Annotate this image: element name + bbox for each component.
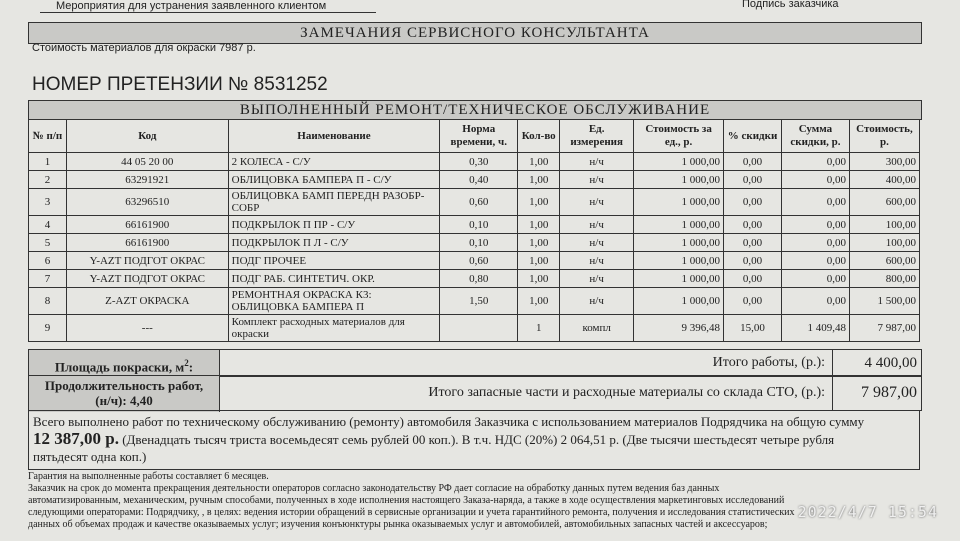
cell-name: Комплект расходных материалов для окраски: [228, 315, 440, 342]
cell-unit: н/ч: [560, 171, 634, 189]
cell-name: ПОДКРЫЛОК П Л - С/У: [228, 234, 440, 252]
grand-total-block: [28, 410, 920, 470]
cell-norm: 0,40: [440, 171, 518, 189]
cell-name: ПОДГ ПРОЧЕЕ: [228, 252, 440, 270]
column-header: Сумма скидки, р.: [782, 120, 850, 153]
cell-cost: 1 500,00: [849, 288, 919, 315]
duration-label: Продолжительность работ, (н/ч): 4,40: [29, 376, 220, 412]
cell-name: ОБЛИЦОВКА БАМП ПЕРЕДН РАЗОБР-СОБР: [228, 189, 440, 216]
cell-cost: 7 987,00: [849, 315, 919, 342]
fine-line: Гарантия на выполненные работы составляет 6 месяцев.: [28, 471, 269, 482]
cell-name: ПОДКРЫЛОК П ПР - С/У: [228, 216, 440, 234]
cell-disc-sum: 0,00: [782, 234, 850, 252]
cell-disc-sum: 0,00: [782, 216, 850, 234]
fine-line: Заказчик на срок до момента прекращения деятельности операторов согласно законодательству РФ дает согласие на обработку данных путем ведения баз данных: [28, 483, 720, 494]
table-row: [29, 288, 920, 315]
cell-disc-sum: 0,00: [782, 252, 850, 270]
column-header: Норма времени, ч.: [440, 120, 518, 153]
cell-qty: 1,00: [518, 153, 560, 171]
cell-price: 1 000,00: [634, 189, 724, 216]
table-row: [29, 315, 920, 342]
cell-price: 1 000,00: [634, 270, 724, 288]
cell-disc-sum: 0,00: [782, 171, 850, 189]
photo-timestamp: 2022/4/7 15:54: [797, 503, 938, 521]
cell-disc-sum: 1 409,48: [782, 315, 850, 342]
cell-disc: 0,00: [724, 216, 782, 234]
cell-disc: 0,00: [724, 189, 782, 216]
works-header: ВЫПОЛНЕННЫЙ РЕМОНТ/ТЕХНИЧЕСКОЕ ОБСЛУЖИВАНИЕ: [28, 100, 922, 120]
cell-n: 7: [29, 270, 67, 288]
cell-unit: н/ч: [560, 153, 634, 171]
works-total-label: Итого работы, (р.):: [712, 355, 825, 370]
table-row: [29, 270, 920, 288]
cell-norm: 0,10: [440, 234, 518, 252]
cell-disc: 0,00: [724, 288, 782, 315]
cell-unit: н/ч: [560, 216, 634, 234]
cell-qty: 1,00: [518, 288, 560, 315]
fine-line: данных об объемах продаж и качестве оказываемых услуг; изучения конъюнктуры рынка оказываемых услуг и автомобилей, автомобильных запасных частей и аксессуаров;: [28, 519, 768, 530]
cell-disc: 15,00: [724, 315, 782, 342]
cell-price: 9 396,48: [634, 315, 724, 342]
cell-disc: 0,00: [724, 270, 782, 288]
table-row: [29, 216, 920, 234]
parts-total-label: Итого запасные части и расходные материалы со склада СТО, (р.):: [428, 385, 825, 400]
cell-norm: 0,10: [440, 216, 518, 234]
cell-qty: 1,00: [518, 270, 560, 288]
cell-price: 1 000,00: [634, 171, 724, 189]
cell-norm: 0,30: [440, 153, 518, 171]
cell-qty: 1,00: [518, 216, 560, 234]
customer-signature-label: Подпись заказчика: [742, 0, 839, 10]
table-row: [29, 171, 920, 189]
cell-unit: н/ч: [560, 288, 634, 315]
column-header: Ед. измерения: [560, 120, 634, 153]
cell-name: ОБЛИЦОВКА БАМПЕРА П - С/У: [228, 171, 440, 189]
cell-disc: 0,00: [724, 153, 782, 171]
cell-price: 1 000,00: [634, 153, 724, 171]
cell-price: 1 000,00: [634, 288, 724, 315]
column-header: Наименование: [228, 120, 440, 153]
cell-n: 9: [29, 315, 67, 342]
total-text-2: (Двенадцать тысяч триста восемьдесят семь рублей 00 коп.). В т.ч. НДС (20%) 2 064,51 р. (Две тысячи шестьдесят четыре рубля: [118, 432, 835, 447]
cell-name: 2 КОЛЕСА - С/У: [228, 153, 440, 171]
column-header: № п/п: [29, 120, 67, 153]
cell-disc: 0,00: [724, 234, 782, 252]
table-row: [29, 189, 920, 216]
cell-disc-sum: 0,00: [782, 189, 850, 216]
remarks-header: ЗАМЕЧАНИЯ СЕРВИСНОГО КОНСУЛЬТАНТА: [28, 22, 922, 44]
top-strip: [0, 0, 960, 18]
cell-cost: 100,00: [849, 216, 919, 234]
cell-n: 2: [29, 171, 67, 189]
summary-row-duration: [28, 375, 922, 411]
cell-qty: 1,00: [518, 252, 560, 270]
table-row: [29, 234, 920, 252]
cell-n: 5: [29, 234, 67, 252]
summary-row-area: [28, 349, 922, 377]
cell-unit: н/ч: [560, 234, 634, 252]
cell-cost: 600,00: [849, 252, 919, 270]
column-header: Кол-во: [518, 120, 560, 153]
cell-n: 4: [29, 216, 67, 234]
cell-norm: [440, 315, 518, 342]
fine-line: следующими операторами: Подрядчику, , в целях: ведения истории обращений в сервисные организации и учета гарантийного ремонта, получения и исследования статистических: [28, 507, 795, 518]
cell-norm: 0,60: [440, 252, 518, 270]
cell-cost: 300,00: [849, 153, 919, 171]
cell-unit: н/ч: [560, 252, 634, 270]
cell-unit: н/ч: [560, 270, 634, 288]
cell-n: 8: [29, 288, 67, 315]
table-row: [29, 153, 920, 171]
cell-name: РЕМОНТНАЯ ОКРАСКА К3: ОБЛИЦОВКА БАМПЕРА П: [228, 288, 440, 315]
cell-code: 66161900: [66, 234, 228, 252]
cell-n: 6: [29, 252, 67, 270]
cell-disc: 0,00: [724, 171, 782, 189]
remarks-note: Стоимость материалов для окраски 7987 р.: [32, 42, 256, 54]
table-header-row: [29, 120, 920, 153]
fine-print: [28, 471, 920, 531]
cell-n: 1: [29, 153, 67, 171]
cell-name: ПОДГ РАБ. СИНТЕТИЧ. ОКР.: [228, 270, 440, 288]
cell-qty: 1,00: [518, 171, 560, 189]
parts-total-value: 7 987,00: [832, 376, 921, 410]
cell-code: Z-AZT ОКРАСКА: [66, 288, 228, 315]
cell-code: Y-AZT ПОДГОТ ОКРАС: [66, 252, 228, 270]
cell-code: 66161900: [66, 216, 228, 234]
cell-qty: 1,00: [518, 189, 560, 216]
cell-disc-sum: 0,00: [782, 270, 850, 288]
column-header: Код: [66, 120, 228, 153]
cell-norm: 1,50: [440, 288, 518, 315]
cell-price: 1 000,00: [634, 216, 724, 234]
claim-number: НОМЕР ПРЕТЕНЗИИ № 8531252: [32, 74, 328, 95]
total-text-1: Всего выполнено работ по техническому обслуживанию (ремонту) автомобиля Заказчика с использованием материалов Подрядчика на общую сумму: [33, 414, 865, 429]
cell-code: ---: [66, 315, 228, 342]
cell-n: 3: [29, 189, 67, 216]
cell-code: Y-AZT ПОДГОТ ОКРАС: [66, 270, 228, 288]
cell-code: 44 05 20 00: [66, 153, 228, 171]
cell-code: 63296510: [66, 189, 228, 216]
cell-code: 63291921: [66, 171, 228, 189]
total-text-3: пятьдесят одна коп.): [33, 449, 147, 464]
cell-cost: 400,00: [849, 171, 919, 189]
paint-area-label: Площадь покраски, $м^2$:: [29, 350, 220, 376]
cell-price: 1 000,00: [634, 234, 724, 252]
column-header: Стоимость за ед., р.: [634, 120, 724, 153]
fine-line: автоматизированным, механическим, ручным способами, полученных в ходе исполнения настоящего Заказа-наряда, а также в ходе осуществления маркетинговых исследований: [28, 495, 785, 506]
column-header: % скидки: [724, 120, 782, 153]
cell-disc-sum: 0,00: [782, 288, 850, 315]
client-measures-label: Мероприятия для устранения заявленного клиентом: [40, 0, 376, 13]
cell-cost: 100,00: [849, 234, 919, 252]
works-total-value: 4 400,00: [832, 350, 921, 376]
table-row: [29, 252, 920, 270]
cell-disc-sum: 0,00: [782, 153, 850, 171]
cell-norm: 0,80: [440, 270, 518, 288]
cell-cost: 800,00: [849, 270, 919, 288]
works-table: [28, 119, 920, 342]
cell-unit: н/ч: [560, 189, 634, 216]
cell-disc: 0,00: [724, 252, 782, 270]
cell-price: 1 000,00: [634, 252, 724, 270]
cell-unit: компл: [560, 315, 634, 342]
cell-norm: 0,60: [440, 189, 518, 216]
cell-cost: 600,00: [849, 189, 919, 216]
cell-qty: 1,00: [518, 234, 560, 252]
total-amount: 12 387,00 р.: [33, 429, 119, 448]
column-header: Стоимость, р.: [849, 120, 919, 153]
cell-qty: 1: [518, 315, 560, 342]
